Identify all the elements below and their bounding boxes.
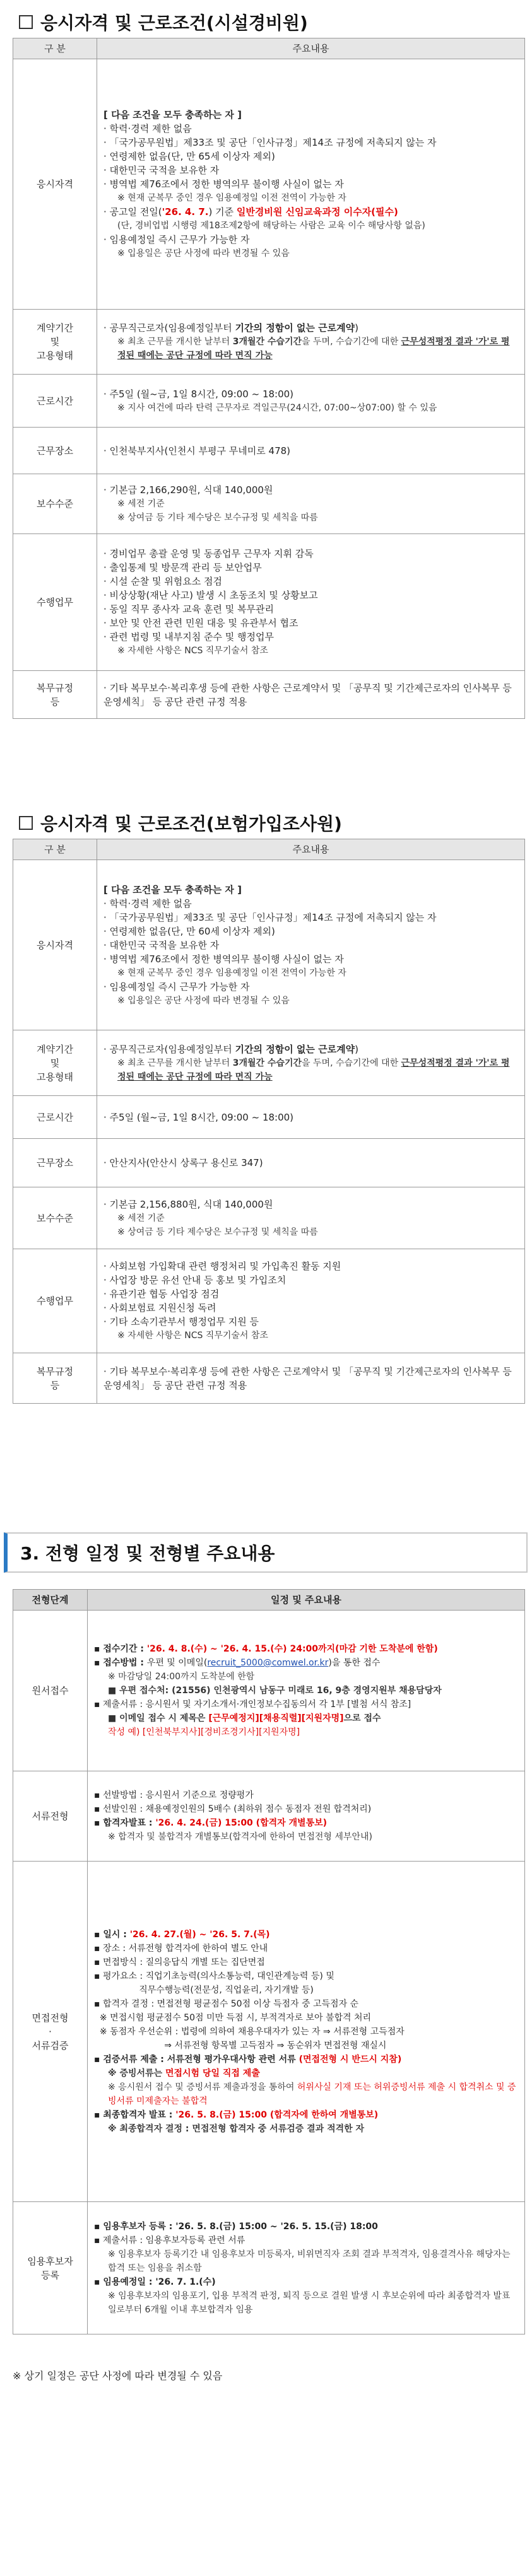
qualification-table — [13, 839, 525, 1404]
row-label-pay: 보수수준 — [13, 1187, 97, 1249]
qualification-content: [ 다음 조건을 모두 충족하는 자 ] · 학력·경력 제한 없음 · 「국가공무원법」제33조 및 공단「인사규정」제14조 규정에 저촉되지 않는 자 · 연령제한 없음(단, 만 60세 이상자 제외) · 대한민국 국적을 보유한 자 · 병역법 제76조에서 정한 병역의무 불이행 사실이 없는 자 ※ 현재 군복무 중인 경우 임용예정일 이전 전역이 가능한 자 · 임용예정일 즉시 근무가 가능한 자 ※ 입용일은 공단 사정에 따라 변경될 수 있음 — [97, 860, 525, 1030]
qualification-edu-note: (단, 경비업법 시행령 제18조제2항에 해당하는 사람은 교육 이수 해당사항 없음) — [117, 221, 425, 231]
qualification-item: · 병역법 제76조에서 정한 병역의무 불이행 사실이 없는 자 — [103, 178, 344, 190]
header-content: 일정 및 주요내용 — [88, 1590, 525, 1611]
row-label-interview: 면접전형 · 서류검증 — [13, 1862, 88, 2202]
hours-content: · 주5일 (월~금, 1일 8시간, 09:00 ~ 18:00) ※ 지사 여건에 따라 탄력 근무자로 격일근무(24시간, 07:00~상07:00) 할 수 있음 — [97, 375, 525, 428]
row-label-place: 근무장소 — [13, 428, 97, 474]
section-title — [0, 807, 532, 839]
section-title-text: 응시자격 및 근로조건(시설경비원) — [40, 13, 308, 33]
header-content: 주요내용 — [97, 839, 525, 860]
section-schedule — [0, 1589, 532, 2334]
duty-content: · 경비업무 총괄 운영 및 동종업무 근무자 지휘 감독 · 출입통제 및 방문객 관리 등 보안업무 · 시설 순찰 및 위험요소 점검 · 비상상황(재난 사고) 발생 시 초동조치 및 상황보고 · 동일 직무 종사자 교육 훈련 및 복무관리 · 보안 및 안전 관련 민원 대응 및 유관부서 협조 · 관련 법령 및 내부지침 준수 및 행정업무 ※ 자세한 사항은 NCS 직무기술서 참조 — [97, 534, 525, 671]
pay-content: · 기본급 2,156,880원, 식대 140,000원 ※ 세전 기준 ※ 상여금 등 기타 제수당은 보수규정 및 세칙을 따름 — [97, 1187, 525, 1249]
row-label-apply: 원서접수 — [13, 1611, 88, 1771]
row-label-place: 근무장소 — [13, 1139, 97, 1187]
qualification-heading: [ 다음 조건을 모두 충족하는 자 ] — [103, 109, 242, 120]
header-label: 구 분 — [13, 38, 97, 59]
docs-content: ▪ 선발방법 : 응시원서 기준으로 정량평가 ▪ 선발인원 : 채용예정인원의 5배수 (최하위 점수 동점자 전원 합격처리) ▪ 합격자발표 : '26. 4. 24.(금) 15:00 (합격자 개별통보) ※ 합격자 및 불합격자 개별통보(합격자에 한하여 면접전형 세부안내) — [88, 1771, 525, 1862]
email-link[interactable]: recruit_5000@comwel.or.kr — [207, 1658, 329, 1668]
section-guard — [0, 6, 532, 719]
footnote: ※ 상기 일정은 공단 사정에 따라 변경될 수 있음 — [13, 2370, 223, 2382]
row-label-rules: 복무규정 등 — [13, 671, 97, 719]
row-label-hours: 근로시간 — [13, 375, 97, 428]
pay-content: · 기본급 2,166,290원, 식대 140,000원 ※ 세전 기준 ※ 상여금 등 기타 제수당은 보수규정 및 세칙을 따름 — [97, 474, 525, 534]
section-title-text: 응시자격 및 근로조건(보험가입조사원) — [40, 813, 342, 834]
contract-content: · 공무직근로자(임용예정일부터 기간의 정함이 없는 근로계약) ※ 최초 근무를 개시한 날부터 3개월간 수습기간을 두며, 수습기간에 대한 근무성적평정 결과 '가'로 평정된 때에는 공단 규정에 따라 면직 가능 — [97, 1030, 525, 1096]
qualification-edu: · 공고일 전일('26. 4. 7.) 기준 일반경비원 신임교육과정 이수자(필수) — [103, 206, 398, 218]
qualification-item: · 임용예정일 즉시 근무가 가능한 자 — [103, 234, 250, 245]
qualification-item: ※ 입용일은 공단 사정에 따라 변경될 수 있음 — [117, 248, 290, 259]
row-label-docs: 서류전형 — [13, 1771, 88, 1862]
header-stage: 전형단계 — [13, 1590, 88, 1611]
section-insurance — [0, 807, 532, 1404]
row-label-qualification: 응시자격 — [13, 59, 97, 310]
qualification-item: · 「국가공무원법」제33조 및 공단「인사규정」제14조 규정에 저촉되지 않는 자 — [103, 137, 437, 148]
hours-content: · 주5일 (월~금, 1일 8시간, 09:00 ~ 18:00) — [97, 1096, 525, 1139]
row-label-duty: 수행업무 — [13, 1249, 97, 1353]
checkbox-square-icon — [19, 15, 33, 29]
qualification-table — [13, 38, 525, 719]
header-label: 구 분 — [13, 839, 97, 860]
row-label-contract: 계약기간 및 고용형태 — [13, 310, 97, 375]
section-schedule-title: 3. 전형 일정 및 전형별 주요내용 — [4, 1532, 528, 1573]
row-label-rules: 복무규정 등 — [13, 1353, 97, 1404]
qualification-item: · 연령제한 없음(단, 만 65세 이상자 제외) — [103, 151, 275, 162]
apply-content: ▪ 접수기간 : '26. 4. 8.(수) ~ '26. 4. 15.(수) 24:00까지(마감 기한 도착분에 한함) ▪ 접수방법 : 우편 및 이메일(recruit_5000@comwel.or.kr)을 통한 접수 ※ 마감당일 24:00까지 도착분에 한함 ■ 우편 접수처: (21556) 인천광역시 남동구 미래로 16, 9층 경영지원부 채용담당자 ▪ 제출서류 : 응시원서 및 자기소개서·개인정보수집동의서 각 1부 [별첨 서식 참조] ■ 이메일 접수 시 제목은 [근무예정지][채용직렬][지원자명]으로 접수 작성 예) [인천북부지사][경비조경기사][지원자명] — [88, 1611, 525, 1771]
place-content: · 인천북부지사(인천시 부평구 무네미로 478) — [97, 428, 525, 474]
rules-content: · 기타 복무보수·복리후생 등에 관한 사항은 근로계약서 및 「공무직 및 기간제근로자의 인사복무 등 운영세칙」 등 공단 관련 규정 적용 — [97, 1353, 525, 1404]
interview-content: ▪ 일시 : '26. 4. 27.(월) ~ '26. 5. 7.(목) ▪ 장소 : 서류전형 합격자에 한하여 별도 안내 ▪ 면접방식 : 질의응답식 개별 또는 집단면접 ▪ 평가요소 : 직업기초능력(의사소통능력, 대인관계능력 등) 및 직무수행능력(전문성, 직업윤리, 자기개발 등) ▪ 합격자 결정 : 면접전형 평균점수 50점 이상 득점자 중 고득점자 순 ※ 면접시험 평균점수 50점 미만 득점 시, 부적격자로 보아 불합격 처리 ※ 동점자 우선순위 : 법령에 의하여 채용우대자가 있는 자 ⇒ 서류전형 고득점자 ⇒ 서류전형 항목별 고득점자 ⇒ 동순위자 면접전형 재실시 ▪ 검증서류 제출 : 서류전형 평가우대사항 관련 서류 (면접전형 시 반드시 지참) ※ 증빙서류는 면접시험 당일 직접 제출 ※ 응시원서 접수 및 증빙서류 제출과정을 통하여 허위사실 기재 또는 허위증빙서류 제출 시 합격취소 및 증빙서류 미제출자는 불합격 ▪ 최종합격자 발표 : '26. 5. 8.(금) 15:00 (합격자에 한하여 개별통보) ※ 최종합격자 결정 : 면접전형 합격자 중 서류검증 결과 적격한 자 — [88, 1862, 525, 2202]
row-label-contract: 계약기간 및 고용형태 — [13, 1030, 97, 1096]
row-label-pay: 보수수준 — [13, 474, 97, 534]
rules-content: · 기타 복무보수·복리후생 등에 관한 사항은 근로계약서 및 「공무직 및 기간제근로자의 인사복무 등 운영세칙」 등 공단 관련 규정 적용 — [97, 671, 525, 719]
schedule-table — [13, 1589, 525, 2334]
contract-content: · 공무직근로자(임용예정일부터 기간의 정함이 없는 근로계약) ※ 최초 근무를 개시한 날부터 3개월간 수습기간을 두며, 수습기간에 대한 근무성적평정 결과 '가'로 평정된 때에는 공단 규정에 따라 면직 가능 — [97, 310, 525, 375]
checkbox-square-icon — [19, 816, 33, 830]
header-content: 주요내용 — [97, 38, 525, 59]
row-label-standby: 임용후보자 등록 — [13, 2202, 88, 2334]
qualification-item: ※ 현재 군복무 중인 경우 임용예정일 이전 전역이 가능한 자 — [117, 193, 346, 203]
place-content: · 안산지사(안산시 상록구 용신로 347) — [97, 1139, 525, 1187]
row-label-qualification: 응시자격 — [13, 860, 97, 1030]
row-label-duty: 수행업무 — [13, 534, 97, 671]
qualification-item: · 학력·경력 제한 없음 — [103, 123, 192, 134]
standby-content: ▪ 임용후보자 등록 : '26. 5. 8.(금) 15:00 ~ '26. 5. 15.(금) 18:00 ▪ 제출서류 : 임용후보자등록 관련 서류 ※ 임용후보자 등록기간 내 임용후보자 미등록자, 비위면직자 조회 결과 부적격자, 임용결격사유 해당자는 합격 또는 임용을 취소함 ▪ 임용예정일 : '26. 7. 1.(수) ※ 임용후보자의 임용포기, 입용 부적격 판정, 퇴직 등으로 결원 발생 시 후보순위에 따라 최종합격자 발표일로부터 6개월 이내 후보합격자 임용 — [88, 2202, 525, 2334]
section-title — [0, 6, 532, 38]
qualification-item: · 대한민국 국적을 보유한 자 — [103, 165, 220, 176]
duty-content: · 사회보험 가입확대 관련 행정처리 및 가입촉진 활동 지원 · 사업장 방문 유선 안내 등 홍보 및 가입조치 · 유관기관 협동 사업장 점검 · 사회보험료 지원신청 독려 · 기타 소속기관부서 행정업무 지원 등 ※ 자세한 사항은 NCS 직무기술서 참조 — [97, 1249, 525, 1353]
row-label-hours: 근로시간 — [13, 1096, 97, 1139]
qualification-content — [97, 59, 525, 310]
